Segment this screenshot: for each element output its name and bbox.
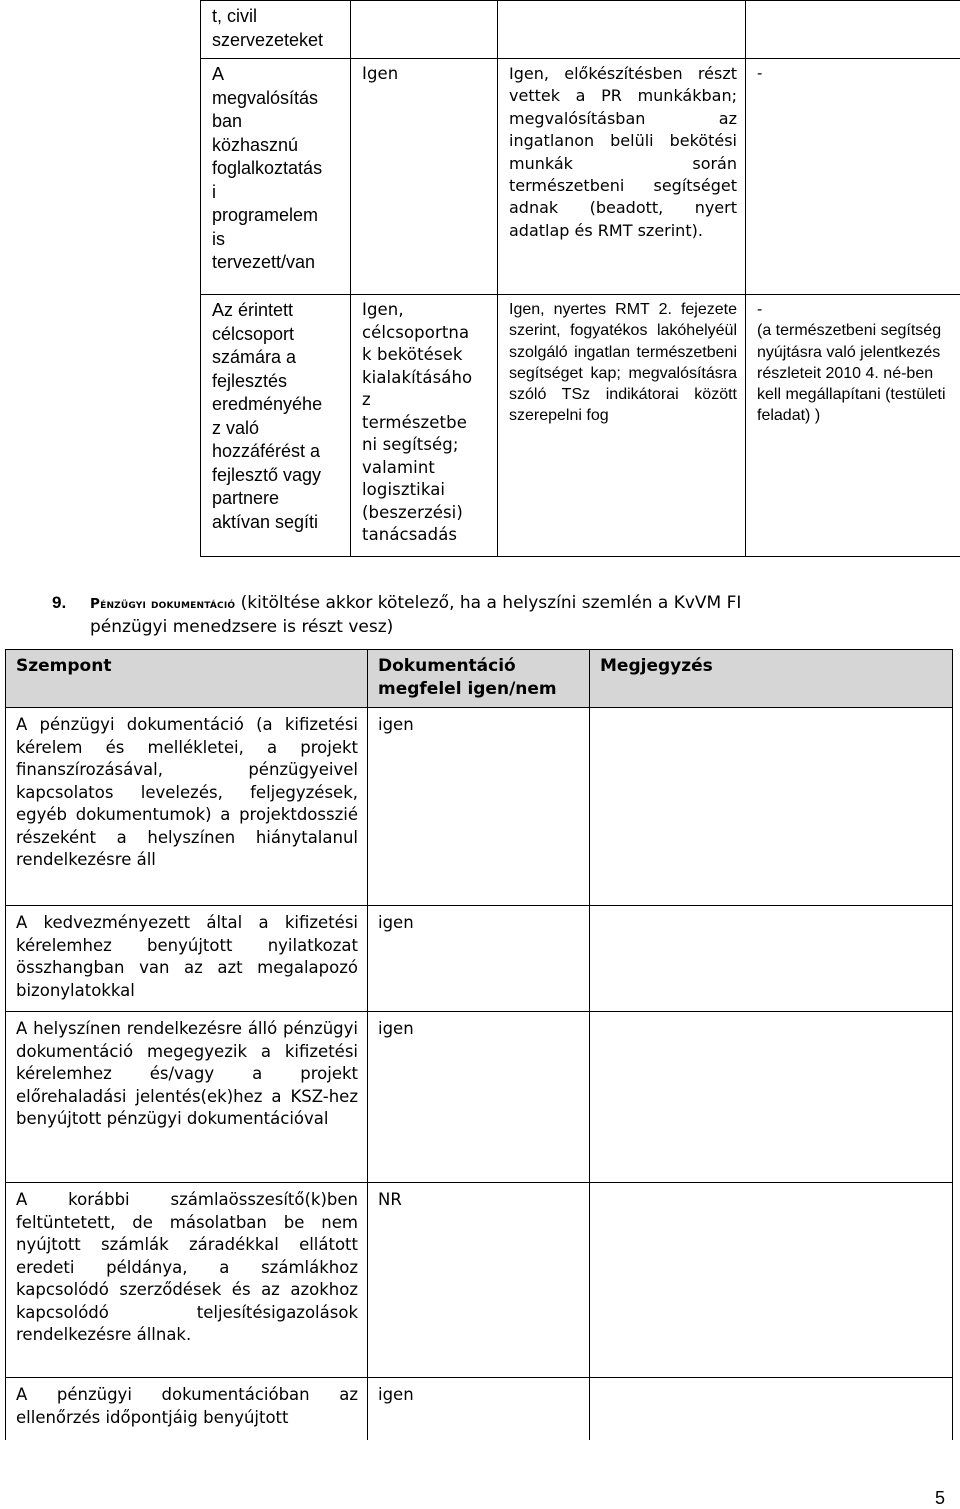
criterion-cell: A kedvezményezett által a kifizetési kérelemhez benyújtott nyilatkozat összhangban van az azt megalapozó bizonylatokkal <box>6 906 368 1012</box>
eligibility-table <box>200 0 960 557</box>
column-header-note: Megjegyzés <box>590 650 953 708</box>
criterion-cell: t, civil szervezeteket <box>201 1 351 59</box>
column-header-status: Dokumentáció megfelel igen/nem <box>368 650 590 708</box>
detail-cell: Igen, nyertes RMT 2. fejezete szerint, fogyatékos lakóhelyéül szolgáló ingatlan természetbeni segítséget kap; megvalósításra szóló TSz indikátorai között szerepelni fog <box>498 295 746 557</box>
note-cell: - (a természetbeni segítség nyújtásra való jelentkezés részleteit 2010 4. né-ben kell megállapítani (testületi feladat) ) <box>746 295 960 557</box>
criterion-cell: A megvalósítás ban közhasznú foglalkoztatás i programelem is tervezett/van <box>201 59 351 295</box>
status-cell: igen <box>368 1378 590 1440</box>
section-title: Pénzügyi dokumentáció <box>90 596 236 612</box>
answer-cell: Igen, célcsoportna k bekötések kialakításáho z természetbe ni segítség; valamint logisztikai (beszerzési) tanácsadás <box>351 295 498 557</box>
criterion-cell: A pénzügyi dokumentációban az ellenőrzés időpontjáig benyújtott <box>6 1378 368 1440</box>
answer-cell: Igen <box>351 59 498 295</box>
note-cell <box>590 1183 953 1378</box>
status-cell: igen <box>368 906 590 1012</box>
note-cell <box>590 1378 953 1440</box>
status-cell: NR <box>368 1183 590 1378</box>
section-note: (kitöltése akkor kötelező, ha a helyszíni szemlén a KvVM FI <box>235 593 742 613</box>
table-row <box>201 1 960 59</box>
table-row <box>6 906 953 1012</box>
detail-cell: Igen, előkészítésben részt vettek a PR munkákban; megvalósításban az ingatlanon belüli bekötési munkák során természetbeni segítséget adnak (beadott, nyert adatlap és RMT szerint). <box>498 59 746 295</box>
column-header-criterion: Szempont <box>6 650 368 708</box>
detail-cell <box>498 1 746 59</box>
note-cell: - <box>746 59 960 295</box>
table-row <box>6 1183 953 1378</box>
criterion-cell: Az érintett célcsoport számára a fejlesztés eredményéhe z való hozzáférést a fejlesztő vagy partnere aktívan segíti <box>201 295 351 557</box>
note-cell <box>590 1012 953 1183</box>
criterion-cell: A helyszínen rendelkezésre álló pénzügyi dokumentáció megegyezik a kifizetési kérelemhez és/vagy a projekt előrehaladási jelentés(ek)hez a KSZ-hez benyújtott pénzügyi dokumentációval <box>6 1012 368 1183</box>
table-row <box>6 1378 953 1440</box>
table-header-row <box>6 650 953 708</box>
page-number: 5 <box>935 1488 946 1508</box>
section-note-continued: pénzügyi menedzsere is részt vesz) <box>90 616 394 637</box>
section-heading <box>52 592 922 638</box>
section-heading-line1 <box>52 592 922 616</box>
table-row <box>6 708 953 906</box>
status-cell: igen <box>368 1012 590 1183</box>
note-cell <box>590 708 953 906</box>
answer-cell <box>351 1 498 59</box>
status-cell: igen <box>368 708 590 906</box>
section-number: 9. <box>52 593 67 612</box>
criterion-cell: A pénzügyi dokumentáció (a kifizetési kérelem és mellékletei, a projekt finanszírozásával, pénzügyeivel kapcsolatos levelezés, feljegyzések, egyéb dokumentumok) a projektdosszié részeként a helyszínen hiánytalanul rendelkezésre áll <box>6 708 368 906</box>
note-cell <box>746 1 960 59</box>
table-row <box>201 59 960 295</box>
financial-documentation-table <box>5 649 953 1440</box>
criterion-cell: A korábbi számlaösszesítő(k)ben feltüntetett, de másolatban be nem nyújtott számlák záradékkal ellátott eredeti példánya, a számlákhoz kapcsolódó szerződések és az azokhoz kapcsolódó teljesítésigazolások rendelkezésre állnak. <box>6 1183 368 1378</box>
note-cell <box>590 906 953 1012</box>
table-row <box>6 1012 953 1183</box>
table-row <box>201 295 960 557</box>
